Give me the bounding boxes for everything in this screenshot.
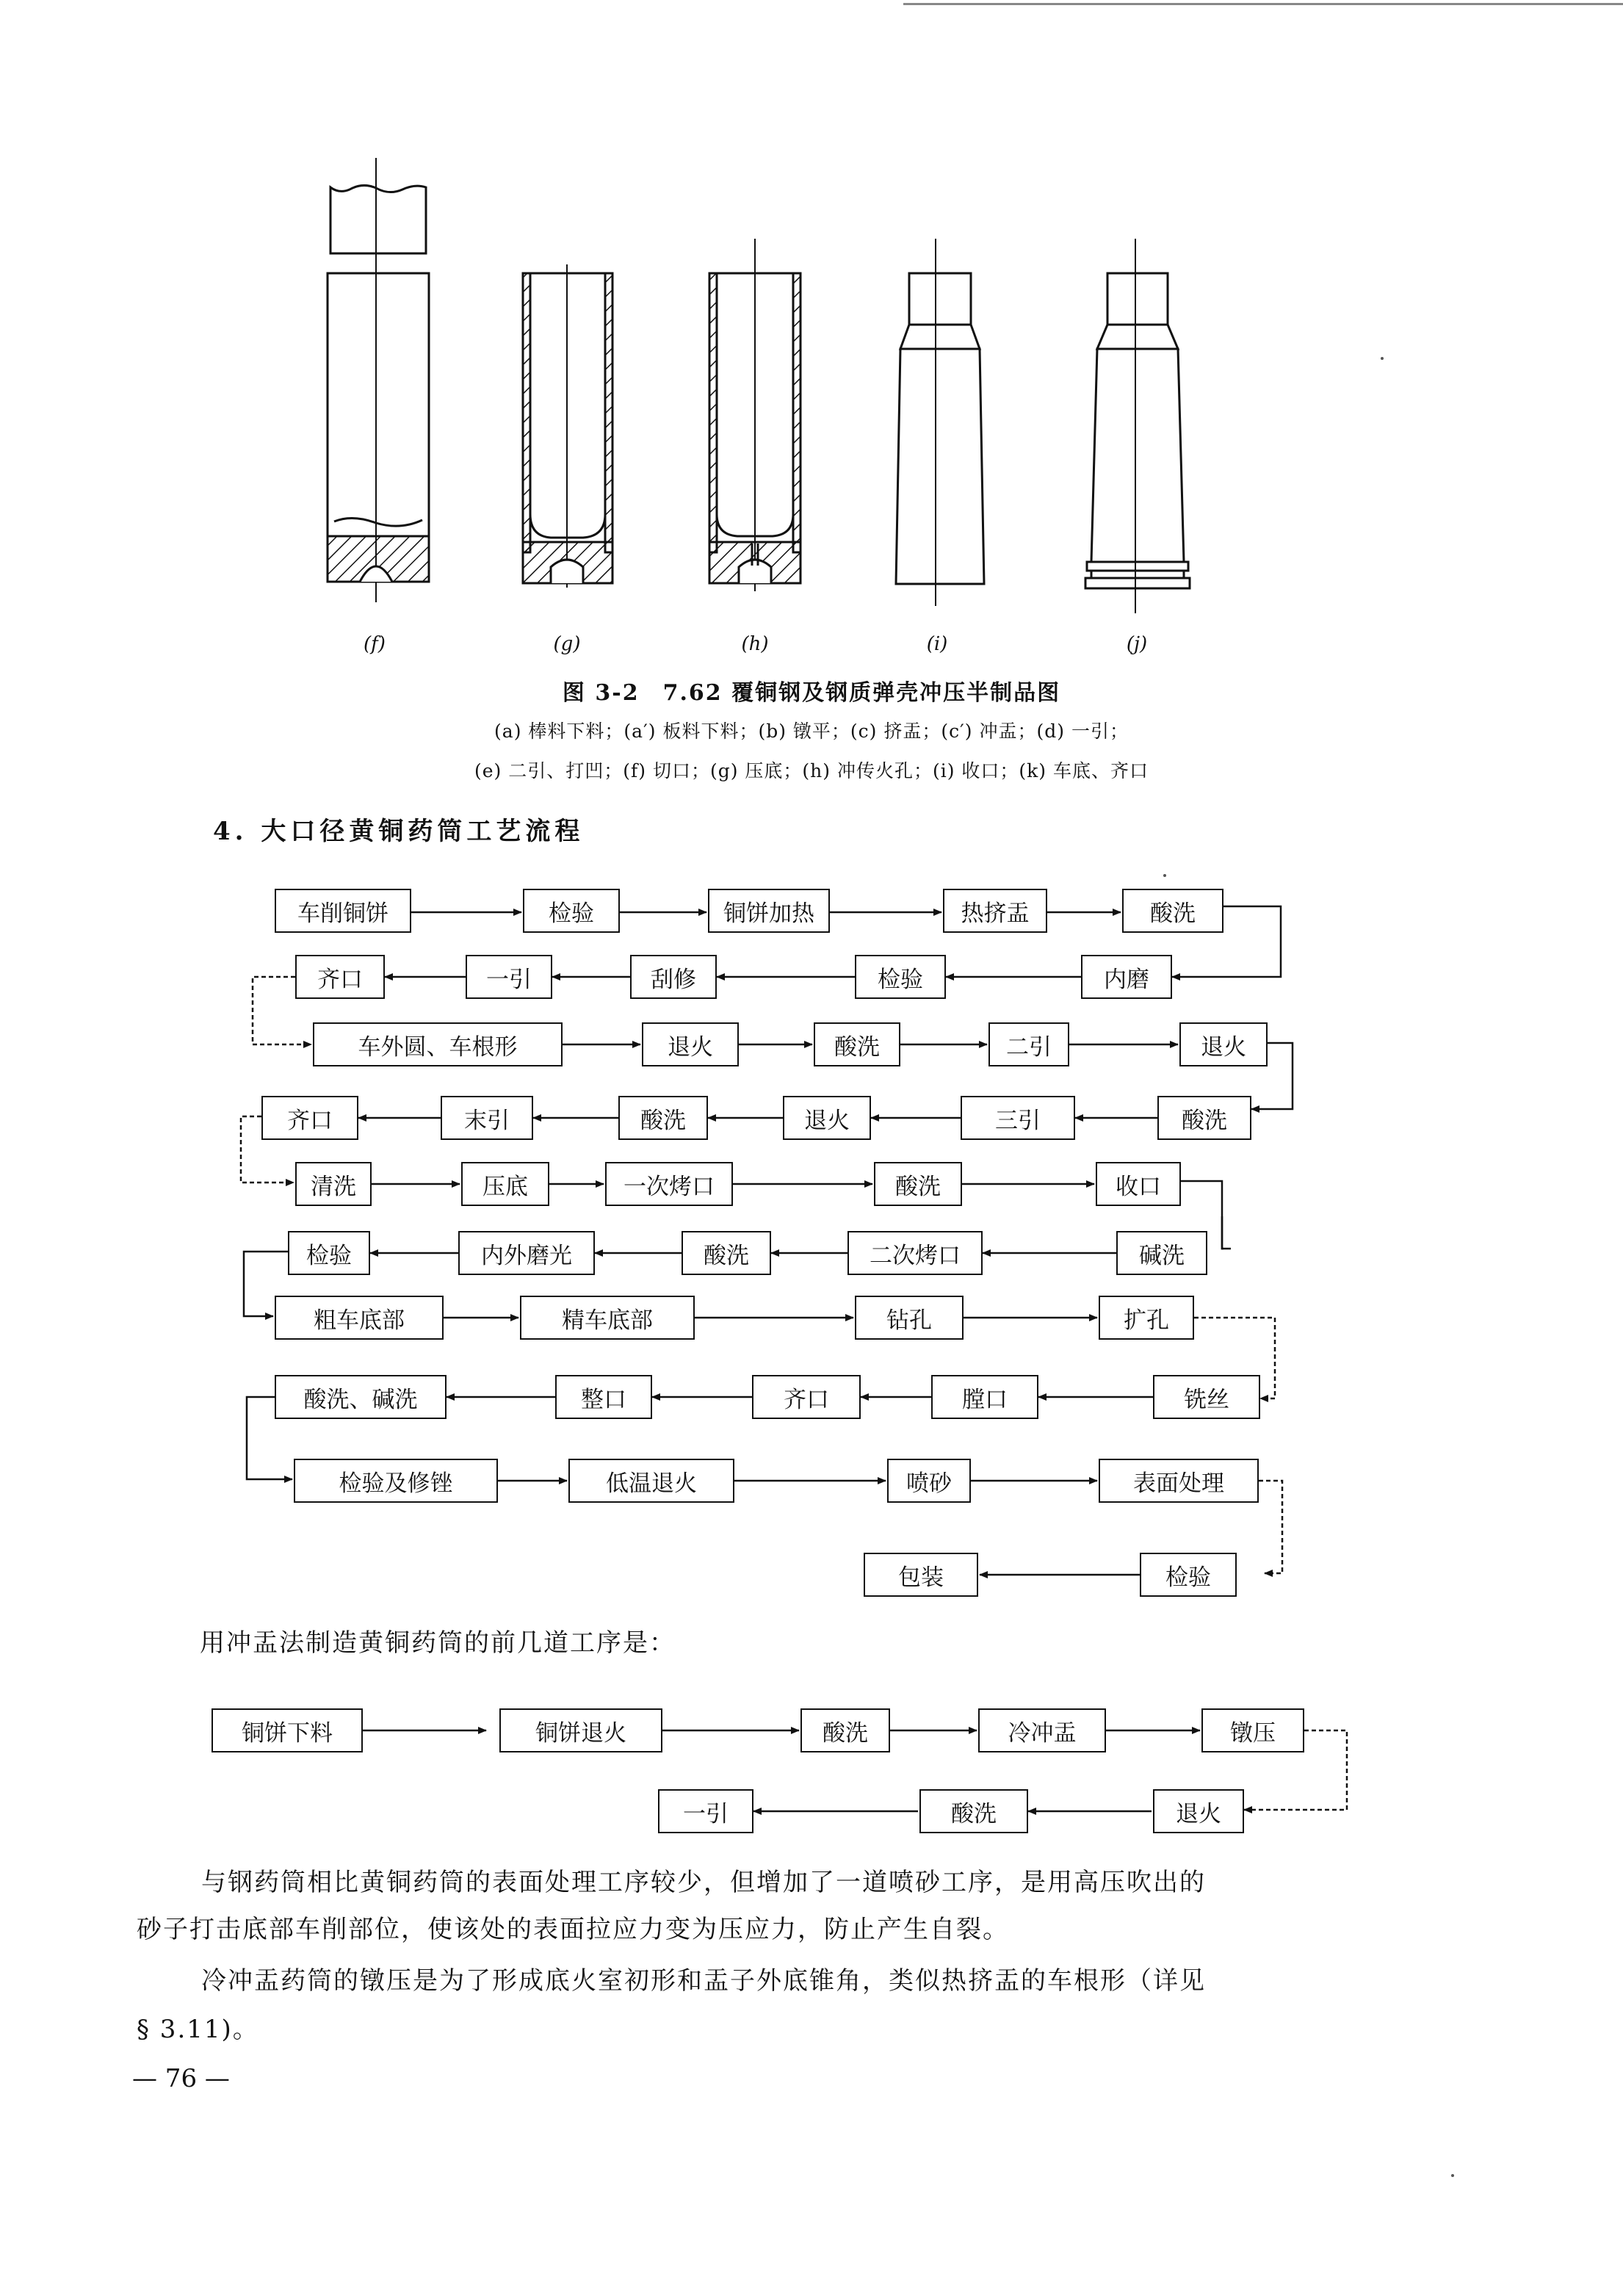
flow1-step: 一次烤口: [605, 1162, 733, 1206]
flow1-step: 酸洗: [1157, 1096, 1251, 1140]
flow1-step: 铜饼加热: [708, 889, 830, 933]
paragraph-line-1: 与钢药筒相比黄铜药筒的表面处理工序较少，但增加了一道喷砂工序，是用高压吹出的: [201, 1868, 1206, 1897]
paragraph-line-4: § 3.11)。: [137, 2015, 259, 2044]
flow1-step: 酸洗: [1122, 889, 1223, 933]
flow2-step: 铜饼下料: [212, 1708, 363, 1752]
flow1-step: 钻孔: [855, 1296, 964, 1340]
figure-legend-line-2: (e) 二引、打凹；(f) 切口；(g) 压底；(h) 冲传火孔；(i) 收口；(k) 车底、齐口: [474, 760, 1149, 781]
flow1-step: 车削铜饼: [275, 889, 411, 933]
flow2-step: 酸洗: [919, 1789, 1028, 1833]
flow1-step: 刮修: [630, 955, 717, 999]
flow1-step: 酸洗: [814, 1022, 900, 1066]
flow2-step: 镦压: [1201, 1708, 1304, 1752]
scan-speck: [1451, 2174, 1454, 2177]
flow1-step: 精车底部: [520, 1296, 695, 1340]
flow1-step: 清洗: [295, 1162, 372, 1206]
sublabel-h: (h): [741, 633, 769, 655]
figure-legend-line-1: (a) 棒料下料；(a′) 板料下料；(b) 镦平；(c) 挤盂；(c′) 冲盂；(d) 一引；: [494, 721, 1129, 742]
flow1-step: 检验: [523, 889, 620, 933]
paragraph-line-3: 冷冲盂药筒的镦压是为了形成底火室初形和盂子外底锥角，类似热挤盂的车根形（详见: [201, 1966, 1206, 1996]
flow1-step: 酸洗: [874, 1162, 962, 1206]
flow1-step: 齐口: [261, 1096, 358, 1140]
flow1-step: 退火: [1179, 1022, 1268, 1066]
sublabel-j: (j): [1126, 633, 1148, 655]
flow1-step: 热挤盂: [943, 889, 1047, 933]
flow1-step: 退火: [642, 1022, 739, 1066]
flow1-step: 检验及修锉: [294, 1459, 498, 1503]
flow1-step: 内磨: [1081, 955, 1172, 999]
section-heading: 4. 大口径黄铜药筒工艺流程: [213, 817, 585, 846]
flow1-step: 二次烤口: [847, 1231, 983, 1275]
flow1-step: 收口: [1096, 1162, 1181, 1206]
flow1-step: 铣丝: [1153, 1375, 1260, 1419]
flow1-step: 一引: [466, 955, 552, 999]
flow1-step: 酸洗: [618, 1096, 708, 1140]
flow2-step: 铜饼退火: [499, 1708, 662, 1752]
flow1-step: 碱洗: [1116, 1231, 1207, 1275]
sublabel-f: (f): [364, 633, 386, 655]
flow1-step: 二引: [988, 1022, 1069, 1066]
flow1-step: 检验: [288, 1231, 370, 1275]
flow1-step: 膛口: [931, 1375, 1038, 1419]
flow2-step: 一引: [658, 1789, 753, 1833]
flow1-step: 压底: [461, 1162, 549, 1206]
flow1-step: 三引: [961, 1096, 1075, 1140]
flow1-step: 检验: [855, 955, 946, 999]
flow2-step: 退火: [1153, 1789, 1244, 1833]
flow1-step: 酸洗: [682, 1231, 771, 1275]
flow1-step: 喷砂: [887, 1459, 971, 1503]
flow1-step: 检验: [1140, 1553, 1237, 1597]
flow1-step: 内外磨光: [458, 1231, 595, 1275]
flow1-step: 整口: [555, 1375, 652, 1419]
scan-speck: [1163, 874, 1166, 877]
flow1-step: 包装: [864, 1553, 978, 1597]
flow1-step: 齐口: [752, 1375, 861, 1419]
intro-text: 用冲盂法制造黄铜药筒的前几道工序是：: [200, 1628, 676, 1658]
flow1-step: 粗车底部: [275, 1296, 444, 1340]
flow2-step: 冷冲盂: [978, 1708, 1106, 1752]
flow1-step: 低温退火: [568, 1459, 734, 1503]
paragraph-line-2: 砂子打击底部车削部位，使该处的表面拉应力变为压应力，防止产生自裂。: [137, 1915, 1009, 1944]
page-number: — 76 —: [132, 2064, 230, 2093]
flow1-step: 酸洗、碱洗: [275, 1375, 447, 1419]
flow1-step: 扩孔: [1099, 1296, 1194, 1340]
scan-speck: [1381, 357, 1384, 360]
flow1-step: 齐口: [295, 955, 385, 999]
flow1-step: 退火: [783, 1096, 871, 1140]
flow1-step: 末引: [441, 1096, 533, 1140]
sublabel-g: (g): [553, 633, 581, 655]
sublabel-i: (i): [926, 633, 948, 655]
flow1-step: 车外圆、车根形: [313, 1022, 563, 1066]
figure-caption-title: 图 3-2 7.62 覆铜钢及钢质弹壳冲压半制品图: [562, 680, 1061, 706]
flow2-step: 酸洗: [800, 1708, 890, 1752]
flow1-step: 表面处理: [1099, 1459, 1259, 1503]
